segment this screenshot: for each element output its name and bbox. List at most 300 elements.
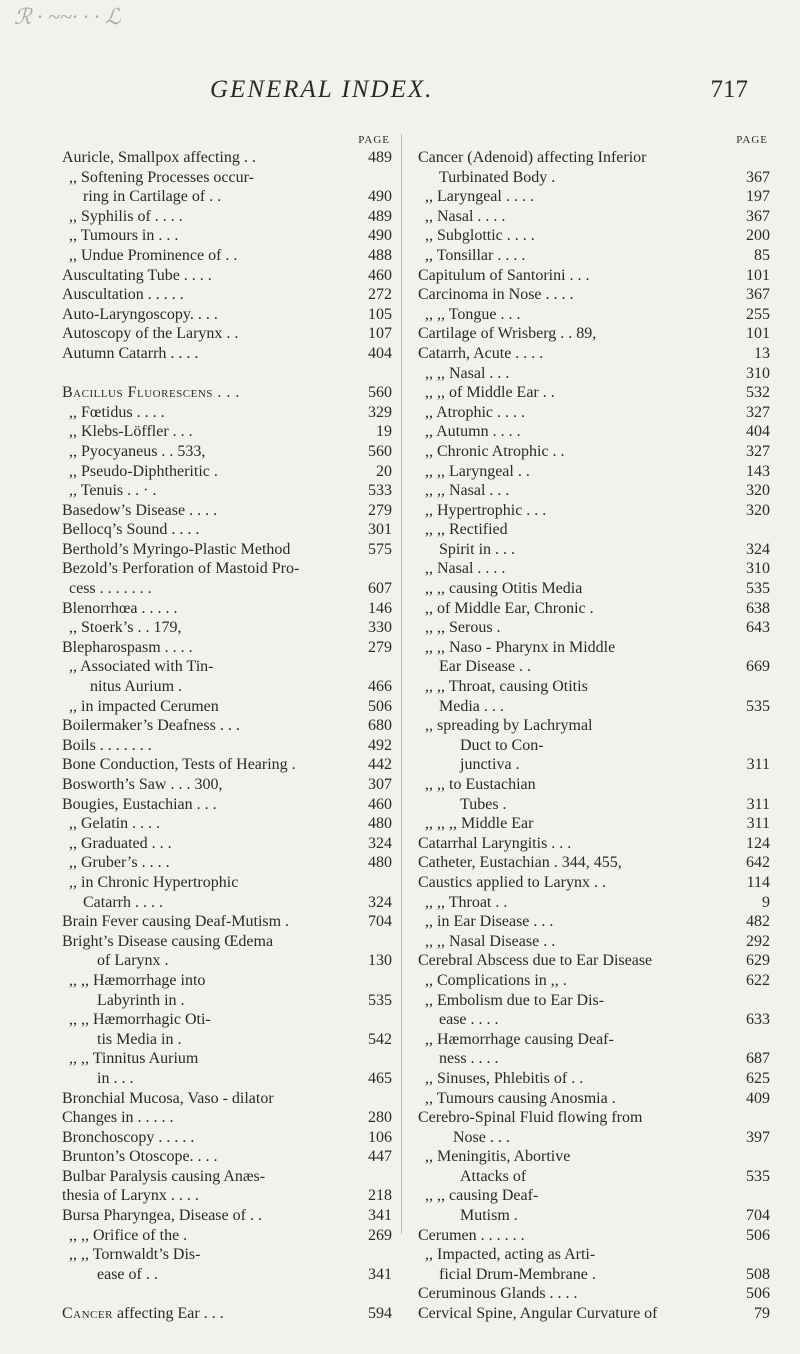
entry-page-number: 13	[754, 344, 770, 362]
entry-page-number: 506	[746, 1226, 770, 1244]
page-title: GENERAL INDEX.	[210, 76, 434, 103]
index-entry	[418, 1010, 770, 1030]
index-entry	[62, 148, 392, 168]
index-entry	[62, 226, 392, 246]
entry-text: ,, ,, Hæmorrhage into	[69, 971, 206, 989]
entry-text: ,, ,, Throat . .	[425, 893, 508, 911]
entry-text: ,, Associated with Tin-	[69, 658, 214, 676]
index-entry	[418, 1304, 770, 1324]
entry-text: Catheter, Eustachian . 344, 455,	[418, 854, 622, 872]
entry-page-number: 542	[368, 1030, 392, 1048]
entry-page-number: 143	[746, 462, 770, 480]
entry-page-number: 279	[368, 638, 392, 656]
entry-page-number: 9	[762, 893, 770, 911]
index-entry	[62, 187, 392, 207]
entry-text: ,, Pyocyaneus . . 533,	[69, 442, 206, 460]
entry-text: Duct to Con-	[460, 736, 544, 754]
entry-page-number: 320	[746, 482, 770, 500]
entry-page-number: 311	[746, 756, 770, 774]
index-entry	[62, 834, 392, 854]
entry-text: nitus Aurium .	[90, 678, 183, 696]
entry-text: ,, ,, Hæmorrhagic Oti-	[69, 1011, 211, 1029]
index-entry	[418, 697, 770, 717]
index-entry	[62, 657, 392, 677]
entry-text: ,, ,, Throat, causing Otitis	[425, 678, 588, 696]
entry-text: Bulbar Paralysis causing Anæs-	[62, 1167, 266, 1185]
entry-page-number: 197	[746, 188, 770, 206]
index-entry	[62, 246, 392, 266]
entry-text: Catarrh, Acute . . . .	[418, 344, 544, 362]
index-entry	[418, 324, 770, 344]
entry-text: ,, Subglottic . . . .	[425, 227, 535, 245]
index-entry	[418, 1265, 770, 1285]
entry-page-number: 130	[368, 952, 392, 970]
entry-text: ,, Laryngeal . . . .	[425, 188, 534, 206]
entry-page-number: 324	[368, 893, 392, 911]
index-entry	[418, 991, 770, 1011]
entry-page-number: 218	[368, 1187, 392, 1205]
index-entry	[418, 462, 770, 482]
index-entry	[62, 1010, 392, 1030]
entry-text: Cancer (Adenoid) affecting Inferior	[418, 149, 647, 166]
entry-text: ,, Embolism due to Ear Dis-	[425, 991, 605, 1009]
entry-text: ,, ,, ,, Middle Ear	[425, 815, 534, 833]
index-entry	[62, 755, 392, 775]
index-entry	[418, 1186, 770, 1206]
index-entry	[418, 1206, 770, 1226]
index-entry	[418, 775, 770, 795]
entry-page-number: 107	[368, 325, 392, 343]
index-entry	[62, 677, 392, 697]
index-entry	[62, 814, 392, 834]
index-entry	[418, 1030, 770, 1050]
entry-page-number: 508	[746, 1265, 770, 1283]
entry-spacer	[62, 364, 392, 384]
index-entry	[418, 168, 770, 188]
index-entry	[418, 403, 770, 423]
entry-text: ,, Graduated . . .	[69, 834, 172, 852]
entry-text: Auscultating Tube . . . .	[62, 266, 212, 284]
entry-text: Auscultation . . . . .	[62, 286, 184, 304]
entry-page-number: 489	[368, 207, 392, 225]
entry-page-number: 19	[376, 423, 392, 441]
entry-text: ,, Syphilis of . . . .	[69, 207, 183, 225]
entry-text: ,, Tumours causing Anosmia .	[425, 1089, 616, 1107]
index-entry	[62, 1089, 392, 1109]
index-entry	[62, 383, 392, 403]
index-entry	[418, 226, 770, 246]
entry-page-number: 575	[368, 540, 392, 558]
index-entry	[418, 442, 770, 462]
index-entry	[62, 638, 392, 658]
entry-text: ,, Complications in ,, .	[425, 971, 567, 989]
entry-text: ness . . . .	[439, 1050, 499, 1068]
entry-page-number: 320	[746, 501, 770, 519]
index-entries-left	[62, 148, 392, 1324]
index-entry	[418, 716, 770, 736]
entry-text: ,, ,, causing Deaf-	[425, 1187, 539, 1205]
index-entry	[62, 559, 392, 579]
entry-page-number: 460	[368, 795, 392, 813]
entry-text: ,, ,, Nasal Disease . .	[425, 932, 556, 950]
entry-page-number: 532	[746, 384, 770, 402]
entry-text: in . . .	[97, 1069, 134, 1087]
entry-text: Bursa Pharyngea, Disease of . .	[62, 1207, 262, 1225]
index-entry	[62, 266, 392, 286]
entry-page-number: 79	[754, 1305, 770, 1323]
entry-text: ,, Chronic Atrophic . .	[425, 442, 565, 460]
index-entry	[62, 422, 392, 442]
entry-page-number: 301	[368, 521, 392, 539]
entry-text: ,, Gelatin . . . .	[69, 815, 161, 833]
entry-text: Autumn Catarrh . . . .	[62, 344, 199, 362]
index-entry	[62, 893, 392, 913]
index-entry	[418, 559, 770, 579]
page-column-label: PAGE	[358, 134, 390, 146]
entry-text: Boils . . . . . . .	[62, 736, 152, 754]
entry-page-number: 704	[368, 913, 392, 931]
entry-spacer	[62, 1284, 392, 1304]
index-entry	[62, 853, 392, 873]
index-entry	[418, 599, 770, 619]
index-entry	[62, 1245, 392, 1265]
index-entry	[418, 971, 770, 991]
index-entry	[62, 1128, 392, 1148]
entry-text: ,, ,, Orifice of the .	[69, 1226, 188, 1244]
entry-text: Catarrhal Laryngitis . . .	[418, 834, 572, 852]
entry-text: cess . . . . . . .	[69, 580, 152, 598]
entry-page-number: 404	[368, 344, 392, 362]
entry-text: ease . . . .	[439, 1011, 499, 1029]
index-entry	[62, 403, 392, 423]
entry-page-number: 20	[376, 462, 392, 480]
entry-page-number: 311	[746, 815, 770, 833]
index-entry	[62, 520, 392, 540]
index-entry	[62, 1226, 392, 1246]
index-entry	[418, 677, 770, 697]
entry-text: Cervical Spine, Angular Curvature of	[418, 1305, 658, 1323]
entry-text: ,, Tumours in . . .	[69, 227, 179, 245]
index-entry	[418, 481, 770, 501]
entry-page-number: 492	[368, 736, 392, 754]
entry-page-number: 105	[368, 305, 392, 323]
entry-page-number: 489	[368, 149, 392, 166]
entry-text: Boilermaker’s Deafness . . .	[62, 717, 240, 735]
page-number: 717	[710, 76, 748, 103]
entry-text: Blepharospasm . . . .	[62, 638, 193, 656]
index-entry	[62, 1167, 392, 1187]
entry-text: ,, ,, Naso - Pharynx in Middle	[425, 638, 616, 656]
entry-text: ,, Undue Prominence of . .	[69, 246, 238, 264]
entry-page-number: 409	[746, 1089, 770, 1107]
entry-page-number: 310	[746, 364, 770, 382]
index-entry	[62, 285, 392, 305]
entry-page-number: 106	[368, 1128, 392, 1146]
entry-page-number: 397	[746, 1128, 770, 1146]
entry-text: ,, ,, Serous .	[425, 619, 501, 637]
entry-text: ,, ,, Nasal . . .	[425, 482, 510, 500]
column-divider	[401, 134, 402, 1234]
index-entry	[418, 1089, 770, 1109]
index-entry	[418, 207, 770, 227]
entry-page-number: 560	[368, 384, 392, 402]
entry-text: ,, Sinuses, Phlebitis of . .	[425, 1069, 584, 1087]
entry-page-number: 490	[368, 188, 392, 206]
entry-page-number: 490	[368, 227, 392, 245]
index-entry	[62, 481, 392, 501]
entry-page-number: 488	[368, 246, 392, 264]
index-entry	[62, 442, 392, 462]
index-entry	[62, 344, 392, 364]
index-entry	[418, 1167, 770, 1187]
entry-text: Changes in . . . . .	[62, 1109, 174, 1127]
entry-page-number: 324	[368, 834, 392, 852]
entry-page-number: 629	[746, 952, 770, 970]
index-entry	[418, 853, 770, 873]
index-entry	[62, 1049, 392, 1069]
index-entry	[418, 148, 770, 168]
index-entry	[62, 540, 392, 560]
index-entry	[62, 324, 392, 344]
entry-page-number: 101	[746, 325, 770, 343]
index-entry	[62, 873, 392, 893]
entry-page-number: 124	[746, 834, 770, 852]
entry-text: Nose . . .	[453, 1128, 510, 1146]
entry-page-number: 560	[368, 442, 392, 460]
entry-text: ,, Fœtidus . . . .	[69, 403, 165, 421]
entry-text: Bronchoscopy . . . . .	[62, 1128, 195, 1146]
entry-page-number: 482	[746, 913, 770, 931]
entry-page-number: 442	[368, 756, 392, 774]
entry-text: tis Media in .	[97, 1030, 182, 1048]
entry-page-number: 460	[368, 266, 392, 284]
index-entry	[418, 932, 770, 952]
entry-text: Catarrh . . . .	[83, 893, 163, 911]
index-entry	[62, 579, 392, 599]
index-entry	[62, 716, 392, 736]
entry-page-number: 465	[368, 1069, 392, 1087]
index-entry	[62, 912, 392, 932]
entry-page-number: 367	[746, 168, 770, 186]
index-entry	[418, 834, 770, 854]
index-entry	[418, 1147, 770, 1167]
index-entry	[62, 168, 392, 188]
entry-page-number: 327	[746, 403, 770, 421]
entry-page-number: 404	[746, 423, 770, 441]
entry-text: Bacillus Fluorescens . . .	[62, 384, 240, 402]
entry-page-number: 506	[368, 697, 392, 715]
index-column-right	[418, 134, 770, 1324]
entry-text: Auto-Laryngoscopy. . . .	[62, 305, 218, 323]
entry-text: Media . . .	[439, 697, 504, 715]
index-entry	[418, 1245, 770, 1265]
entry-page-number: 535	[746, 1167, 770, 1185]
entry-text: ,, of Middle Ear, Chronic .	[425, 599, 594, 617]
entry-text: ,, ,, Laryngeal . .	[425, 462, 530, 480]
entry-text: Turbinated Body .	[439, 168, 556, 186]
entry-page-number: 85	[754, 246, 770, 264]
entry-text: Bronchial Mucosa, Vaso - dilator	[62, 1089, 274, 1107]
index-entry	[62, 1186, 392, 1206]
index-entry	[418, 1069, 770, 1089]
entry-text: Cerebro-Spinal Fluid flowing from	[418, 1109, 643, 1127]
index-entry	[62, 775, 392, 795]
entry-text: ,, ,, Rectified	[425, 521, 508, 539]
margin-scribble: ℛ · ~~· · · ℒ	[14, 4, 121, 29]
index-entry	[418, 344, 770, 364]
entry-page-number: 292	[746, 932, 770, 950]
index-entry	[62, 1108, 392, 1128]
index-entry	[418, 736, 770, 756]
index-entry	[62, 618, 392, 638]
entry-text: Ear Disease . .	[439, 658, 531, 676]
index-entry	[62, 697, 392, 717]
entry-page-number: 272	[368, 286, 392, 304]
entry-text: Autoscopy of the Larynx . .	[62, 325, 239, 343]
entry-text: Bougies, Eustachian . . .	[62, 795, 217, 813]
entry-text: ,, Nasal . . . .	[425, 560, 506, 578]
entry-text: ,, Atrophic . . . .	[425, 403, 525, 421]
entry-page-number: 255	[746, 305, 770, 323]
entry-text: ,, Pseudo-Diphtheritic .	[69, 462, 218, 480]
index-entry	[418, 755, 770, 775]
index-entry	[62, 1206, 392, 1226]
index-entry	[418, 246, 770, 266]
entry-text: Bellocq’s Sound . . . .	[62, 521, 200, 539]
entry-page-number: 114	[746, 873, 770, 891]
entry-page-number: 625	[746, 1069, 770, 1087]
index-entry	[418, 187, 770, 207]
entry-text: Attacks of	[460, 1167, 527, 1185]
entry-page-number: 643	[746, 619, 770, 637]
entry-page-number: 280	[368, 1109, 392, 1127]
entry-page-number: 324	[746, 540, 770, 558]
entry-text: ,, ,, to Eustachian	[425, 776, 536, 793]
entry-page-number: 480	[368, 854, 392, 872]
entry-text: ,, ,, Tongue . . .	[425, 305, 521, 323]
entry-text: ,, Meningitis, Abortive	[425, 1148, 571, 1166]
entry-text: ,, in Ear Disease . . .	[425, 913, 554, 931]
entry-text: ring in Cartilage of . .	[83, 188, 222, 206]
entry-text: Cancer affecting Ear . . .	[62, 1305, 224, 1323]
index-entry	[62, 1030, 392, 1050]
entry-page-number: 311	[746, 795, 770, 813]
entry-text: Basedow’s Disease . . . .	[62, 501, 218, 519]
entry-text: ,, Stoerk’s . . 179,	[69, 619, 182, 637]
index-entry	[418, 1226, 770, 1246]
entry-text: Bezold’s Perforation of Mastoid Pro-	[62, 560, 300, 578]
entry-text: Tubes .	[460, 795, 507, 813]
index-entry	[418, 1049, 770, 1069]
entry-page-number: 146	[368, 599, 392, 617]
entry-page-number: 594	[368, 1305, 392, 1323]
entry-text: ,, ,, Tornwaldt’s Dis-	[69, 1246, 201, 1264]
entry-text: ,, spreading by Lachrymal	[425, 717, 593, 735]
entry-text: ease of . .	[97, 1265, 158, 1283]
index-entry	[418, 579, 770, 599]
entry-text: of Larynx .	[97, 952, 169, 970]
index-entry	[418, 540, 770, 560]
entry-text: ,, ,, of Middle Ear . .	[425, 384, 555, 402]
entry-text: ,, Tenuis . . · .	[69, 482, 157, 500]
index-entry	[418, 305, 770, 325]
entry-page-number: 466	[368, 678, 392, 696]
index-entry	[62, 971, 392, 991]
index-entries-right	[418, 148, 770, 1324]
entry-page-number: 642	[746, 854, 770, 872]
entry-page-number: 447	[368, 1148, 392, 1166]
entry-text: ,, Nasal . . . .	[425, 207, 506, 225]
entry-text: Bright’s Disease causing Œdema	[62, 932, 274, 950]
index-entry	[418, 638, 770, 658]
entry-page-number: 200	[746, 227, 770, 245]
page-column-label: PAGE	[736, 134, 768, 146]
index-entry	[418, 912, 770, 932]
entry-text: ,, Tonsillar . . . .	[425, 246, 526, 264]
entry-text: Spirit in . . .	[439, 540, 516, 558]
entry-text: junctiva .	[460, 756, 520, 774]
entry-text: Blenorrhœa . . . . .	[62, 599, 178, 617]
entry-page-number: 638	[746, 599, 770, 617]
entry-page-number: 687	[746, 1050, 770, 1068]
index-entry	[62, 462, 392, 482]
entry-page-number: 535	[746, 697, 770, 715]
entry-page-number: 669	[746, 658, 770, 676]
entry-text: ,, Klebs-Löffler . . .	[69, 423, 193, 441]
index-entry	[418, 285, 770, 305]
entry-text: Bone Conduction, Tests of Hearing .	[62, 756, 296, 774]
entry-page-number: 327	[746, 442, 770, 460]
entry-page-number: 269	[368, 1226, 392, 1244]
entry-text: Capitulum of Santorini . . .	[418, 266, 590, 284]
index-entry	[418, 364, 770, 384]
index-entry	[418, 873, 770, 893]
entry-page-number: 535	[368, 991, 392, 1009]
index-entry	[62, 736, 392, 756]
index-entry	[418, 795, 770, 815]
entry-text: Berthold’s Myringo-Plastic Method	[62, 540, 291, 558]
entry-text: Auricle, Smallpox affecting . .	[62, 149, 256, 166]
index-entry	[62, 932, 392, 952]
index-entry	[62, 991, 392, 1011]
entry-text: Cerebral Abscess due to Ear Disease	[418, 952, 653, 970]
entry-text: ,, ,, Nasal . . .	[425, 364, 510, 382]
entry-page-number: 101	[746, 266, 770, 284]
index-entry	[62, 1069, 392, 1089]
entry-text: Cartilage of Wrisberg . . 89,	[418, 325, 597, 343]
entry-page-number: 329	[368, 403, 392, 421]
index-entry	[418, 657, 770, 677]
entry-text: ,, in Chronic Hypertrophic	[69, 873, 239, 891]
index-entry	[418, 951, 770, 971]
entry-text: Labyrinth in .	[97, 991, 185, 1009]
index-column-left	[62, 134, 392, 1324]
entry-text: Brain Fever causing Deaf-Mutism .	[62, 913, 290, 931]
entry-text: ,, Impacted, acting as Arti-	[425, 1246, 596, 1264]
index-entry	[62, 599, 392, 619]
entry-text: Brunton’s Otoscope. . . .	[62, 1148, 218, 1166]
entry-text: Carcinoma in Nose . . . .	[418, 286, 574, 304]
index-entry	[418, 1108, 770, 1128]
entry-text: ,, Softening Processes occur-	[69, 168, 254, 186]
entry-page-number: 506	[746, 1285, 770, 1303]
index-entry	[62, 795, 392, 815]
entry-text: ,, in impacted Cerumen	[69, 697, 219, 715]
index-entry	[418, 383, 770, 403]
entry-page-number: 680	[368, 717, 392, 735]
index-entry	[62, 951, 392, 971]
index-entry	[62, 501, 392, 521]
